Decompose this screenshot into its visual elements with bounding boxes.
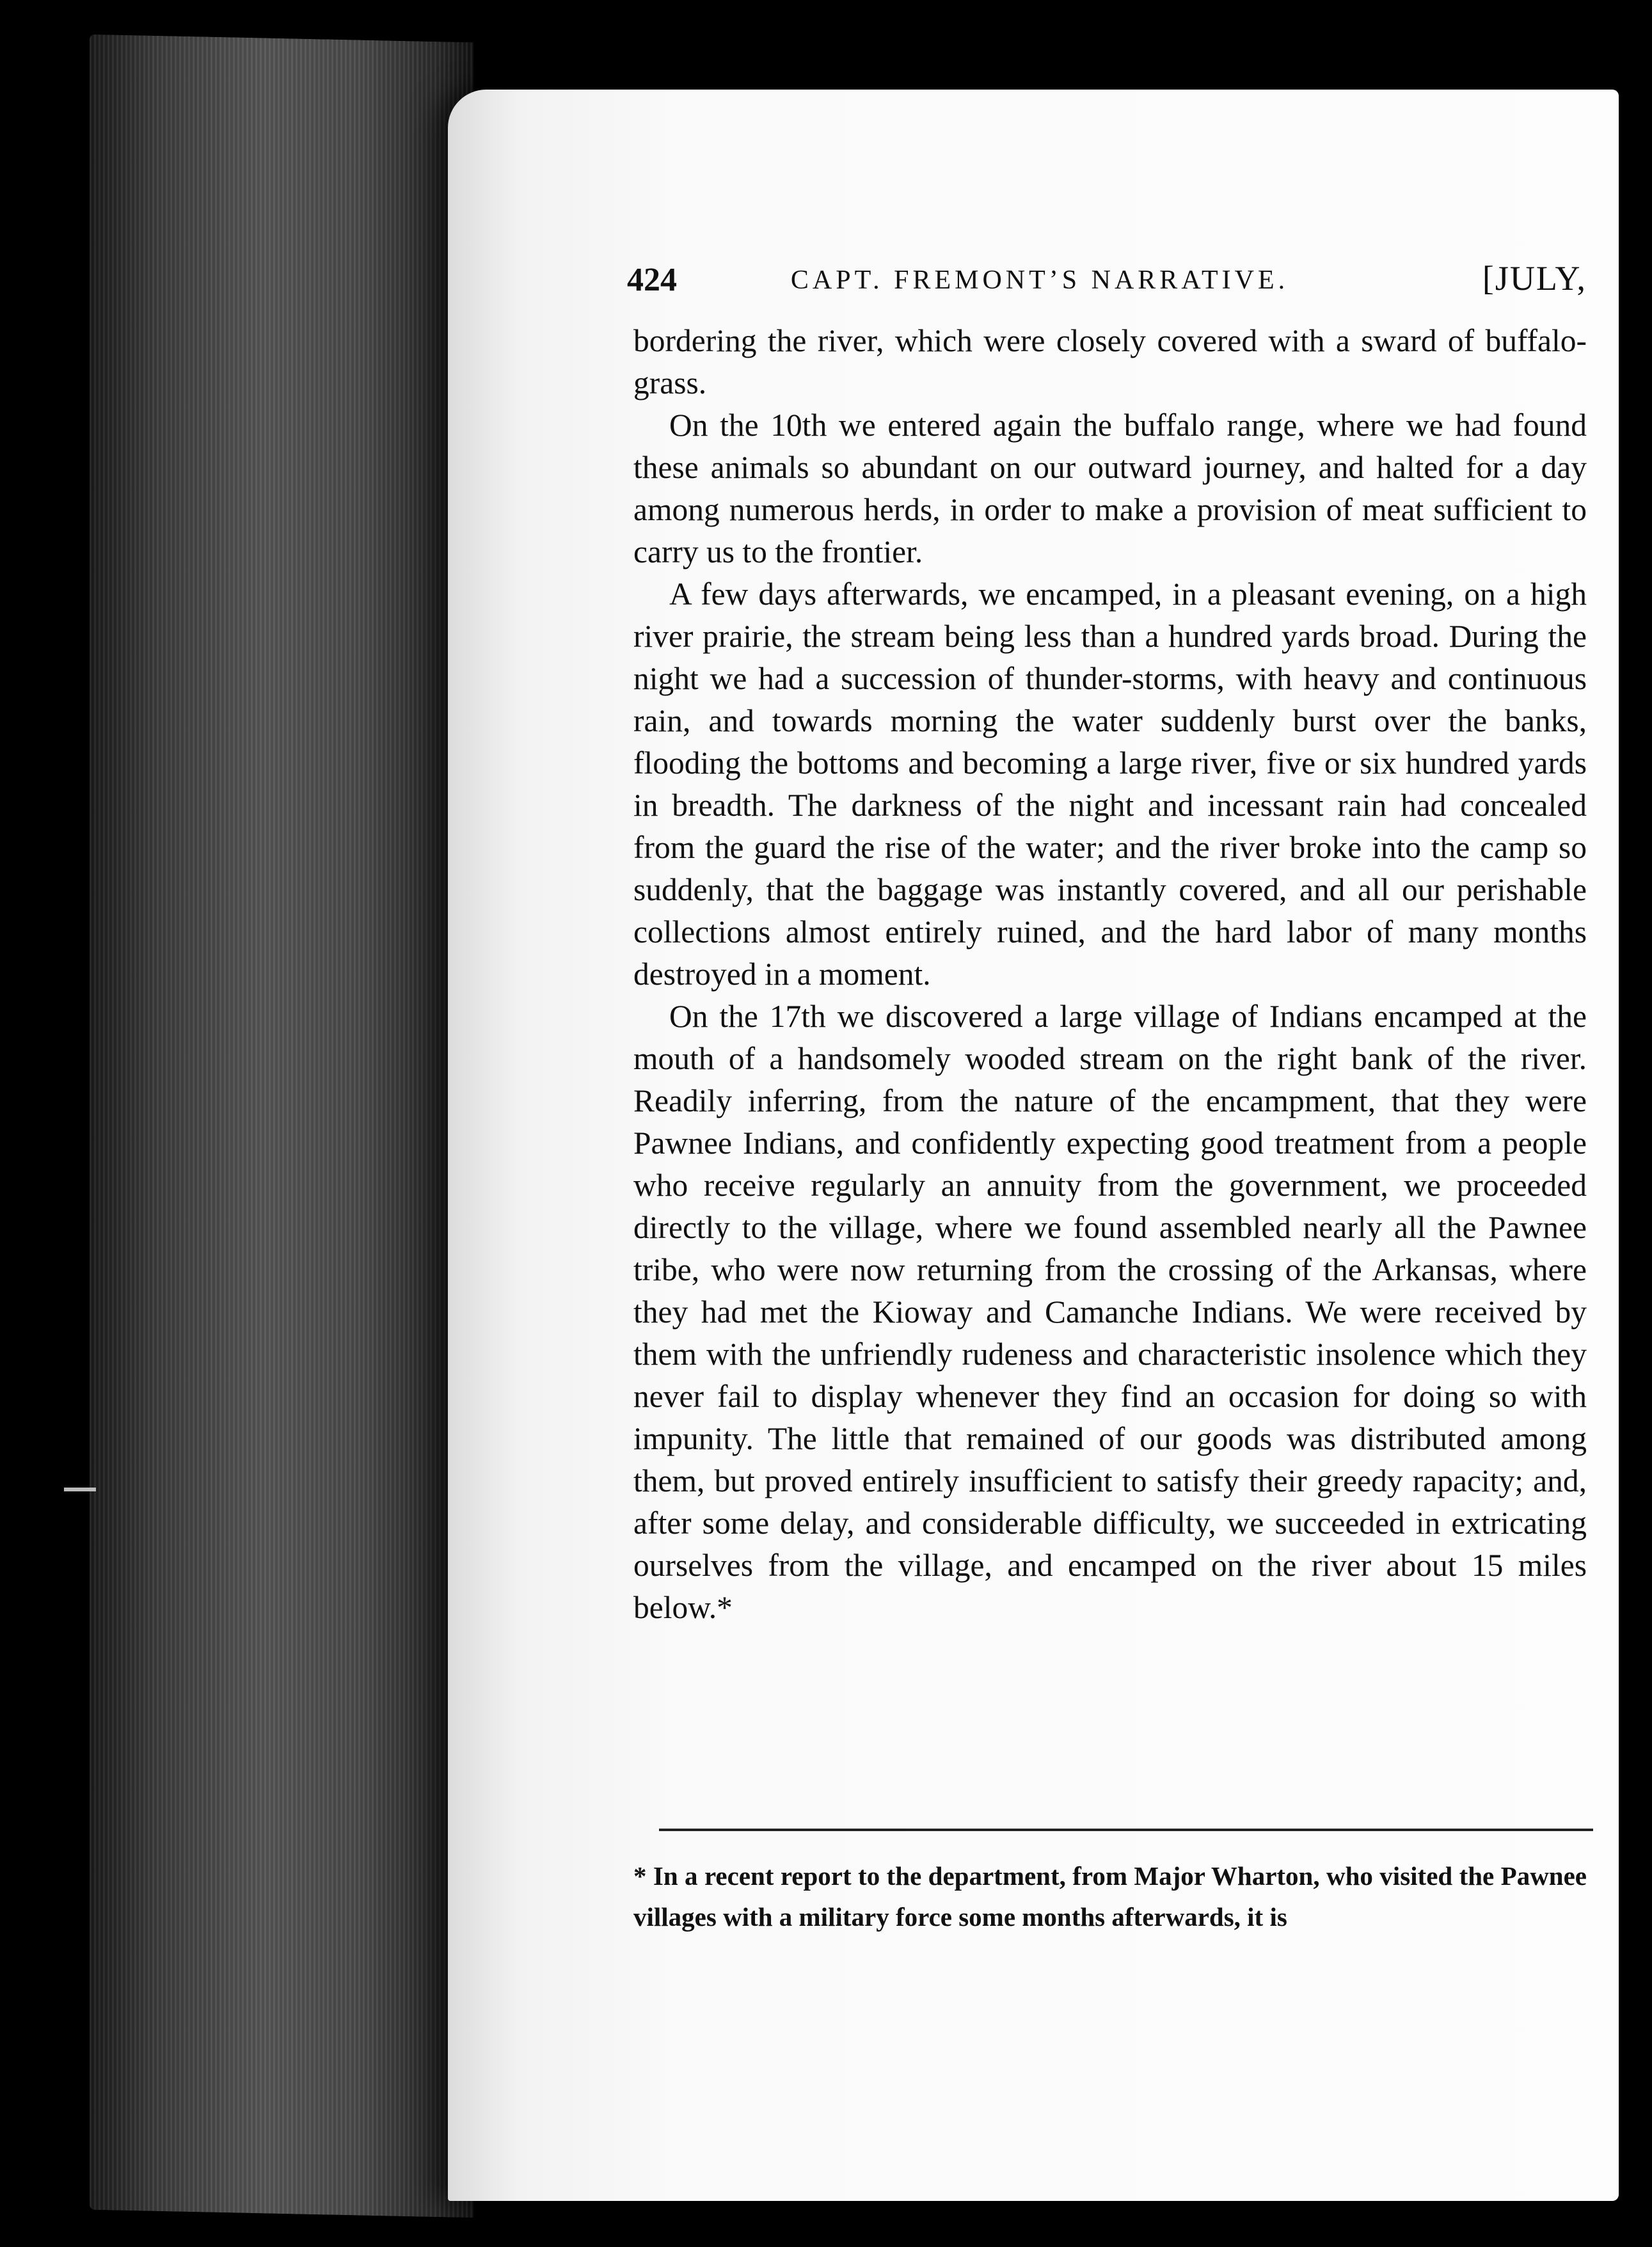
scan-speck — [64, 1488, 96, 1491]
footnote-divider — [659, 1829, 1593, 1831]
body-text — [633, 320, 1587, 1629]
book-page-edges — [90, 35, 473, 2218]
paragraph: On the 17th we discovered a large village of Indians encamped at the mouth of a handsomely wooded stream on the right bank of the river. Readily inferring, from the nature of the encampment, that they were Pawnee Indians, and confidently expecting good treatment from a people who receive regularly an annuity from the government, we proceeded directly to the village, where we found assembled nearly all the Pawnee tribe, who were now returning from the crossing of the Arkansas, where they had met the Kioway and Camanche Indians. We were received by them with the unfriendly rudeness and characteristic insolence which they never fail to display whenever they find an occasion for doing so with impunity. The little that remained of our goods was distributed among them, but proved entirely insufficient to satisfy their greedy rapacity; and, after some delay, and considerable difficulty, we succeeded in extricating ourselves from the village, and encamped on the river about 15 miles below.* — [633, 999, 1587, 1625]
page-number: 424 — [627, 262, 677, 298]
paragraph-continued: bordering the river, which were closely covered with a sward of buffalo-grass. — [633, 323, 1587, 401]
running-head-month: [JULY, — [1482, 259, 1587, 298]
running-head — [627, 256, 1587, 307]
running-head-title: CAPT. FREMONT’S NARRATIVE. — [790, 266, 1289, 295]
footnote: * In a recent report to the department, from Major Wharton, who visited the Pawnee villages with a military force some months afterwards, it is — [633, 1861, 1587, 1932]
paragraph: A few days afterwards, we encamped, in a pleasant evening, on a high river prairie, the stream being less than a hundred yards broad. During the night we had a succession of thunder-storms, with heavy and continuous rain, and towards morning the water suddenly burst over the banks, flooding the bottoms and becoming a large river, five or six hundred yards in breadth. The darkness of the night and incessant rain had concealed from the guard the rise of the water; and the river broke into the camp so suddenly, that the baggage was instantly covered, and all our perishable collections almost entirely ruined, and the hard labor of many months destroyed in a moment. — [633, 576, 1587, 992]
paragraph: On the 10th we entered again the buffalo range, where we had found these animals so abundant on our outward journey, and halted for a day among numerous herds, in order to make a provision of meat sufficient to carry us to the frontier. — [633, 408, 1587, 569]
